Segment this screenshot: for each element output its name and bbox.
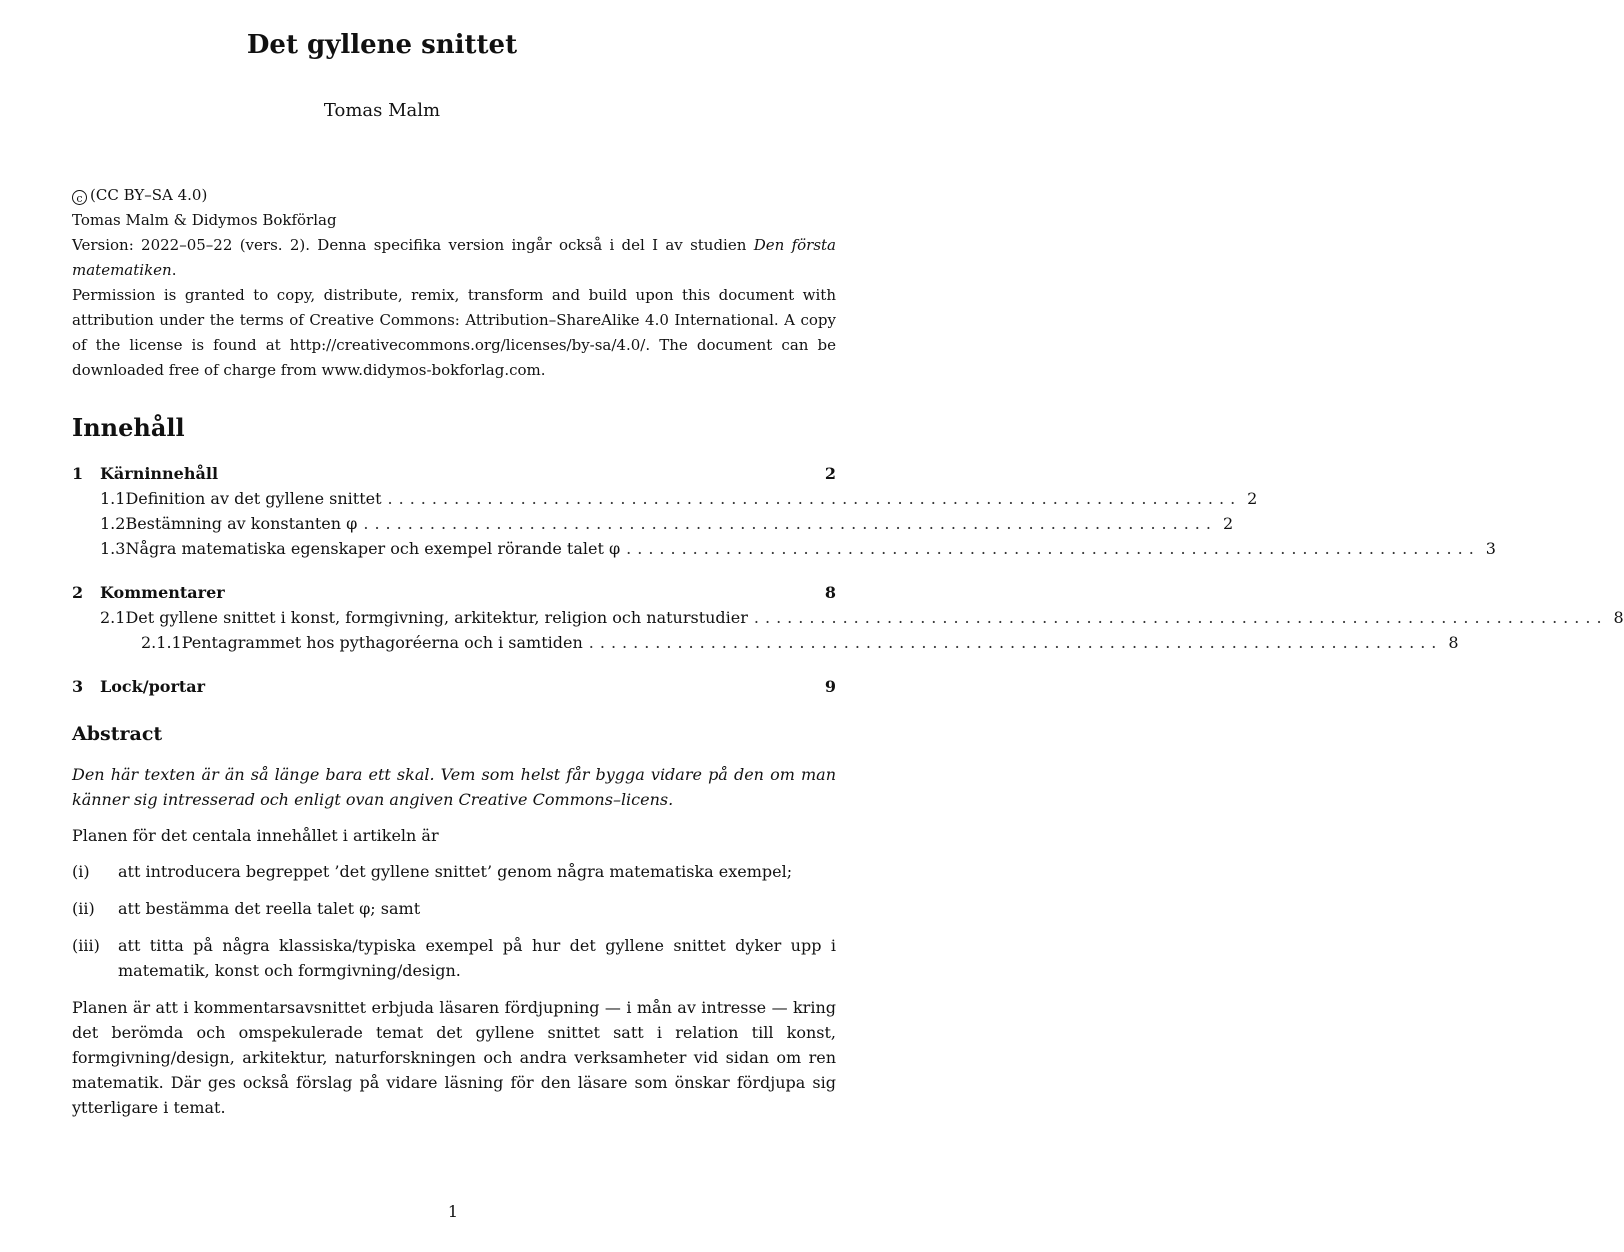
cc-label: (CC BY–SA 4.0) xyxy=(90,186,208,204)
toc-leader: ............................................................................. xyxy=(626,539,1480,558)
list-item: (ii) att bestämma det reella talet φ; samt xyxy=(72,896,836,921)
version-line: Version: 2022–05–22 (vers. 2). Denna specifika version ingår också i del I av studien Den första matematiken. xyxy=(72,236,836,279)
toc-entry[interactable]: 2 Kommentarer 8 xyxy=(72,583,836,602)
toc-entry[interactable]: 3 Lock/portar 9 xyxy=(72,677,836,696)
closing-paragraph: Planen är att i kommentarsavsnittet erbjuda läsaren fördjupning — i mån av intresse — kring det berömda och omspekulerade temat det gyllene snittet satt i relation till konst, formgivning/design, arkitektur, naturforskningen och andra verksamheter vid sidan om ren matematik. Där ges också förslag på vidare läsning för den läsare som önskar fördjupa sig ytterligare i temat. xyxy=(72,998,836,1117)
copyright-line: Tomas Malm & Didymos Bokförlag xyxy=(72,211,337,229)
toc-heading: Innehåll xyxy=(72,413,185,442)
toc-leader: ............................................................................. xyxy=(387,489,1242,508)
document-title: Det gyllene snittet xyxy=(246,30,518,60)
list-marker: (iii) xyxy=(72,936,100,955)
toc-entry[interactable]: 2.1 Det gyllene snittet i konst, formgivning, arkitektur, religion och naturstudier ............................................................................. 8 xyxy=(72,605,836,630)
license-block xyxy=(72,183,836,383)
page-number: 1 xyxy=(447,1202,459,1221)
plan-intro: Planen för det centala innehållet i artikeln är xyxy=(72,826,439,845)
table-of-contents xyxy=(72,461,1624,699)
list-marker: (i) xyxy=(72,862,90,881)
list-item: (i) att introducera begreppet ’det gyllene snittet’ genom några matematiska exempel; xyxy=(72,859,836,884)
list-item: (iii) att titta på några klassiska/typiska exempel på hur det gyllene snittet dyker upp i matematik, konst och formgivning/design. xyxy=(72,933,836,983)
license-line xyxy=(72,183,836,208)
toc-entry[interactable]: 1.2 Bestämning av konstanten φ ............................................................................. 2 xyxy=(72,511,836,536)
toc-leader: ............................................................................. xyxy=(753,608,1608,627)
toc-entry[interactable]: 1.3 Några matematiska egenskaper och exempel rörande talet φ ............................................................................. 3 xyxy=(72,536,836,561)
toc-leader: ............................................................................. xyxy=(363,514,1217,533)
abstract-heading: Abstract xyxy=(72,723,163,745)
list-marker: (ii) xyxy=(72,899,95,918)
abstract-text: Den här texten är än så länge bara ett skal. Vem som helst får bygga vidare på den om man känner sig intresserad och enligt ovan angiven Creative Commons–licens. xyxy=(72,765,836,809)
document-author: Tomas Malm xyxy=(323,100,441,121)
study-title: Den första matematiken xyxy=(72,236,836,279)
toc-entry[interactable]: 1.1 Definition av det gyllene snittet ............................................................................. 2 xyxy=(72,486,836,511)
toc-entry[interactable]: 1 Kärninnehåll 2 xyxy=(72,464,836,483)
copyleft-icon: c xyxy=(72,190,87,205)
toc-entry[interactable]: 2.1.1 Pentagrammet hos pythagoréerna och i samtiden ............................................................................. 8 xyxy=(72,630,836,655)
permission-text: Permission is granted to copy, distribute, remix, transform and build upon this document with attribution under the terms of Creative Commons: Attribution–ShareAlike 4.0 International. A copy of the license is found at http://creativecommons.org/licenses/by-sa/4.0/. The document can be downloaded free of charge from www.didymos-bokforlag.com. xyxy=(72,286,836,379)
toc-leader: ............................................................................. xyxy=(588,633,1443,652)
plan-list xyxy=(72,859,836,995)
